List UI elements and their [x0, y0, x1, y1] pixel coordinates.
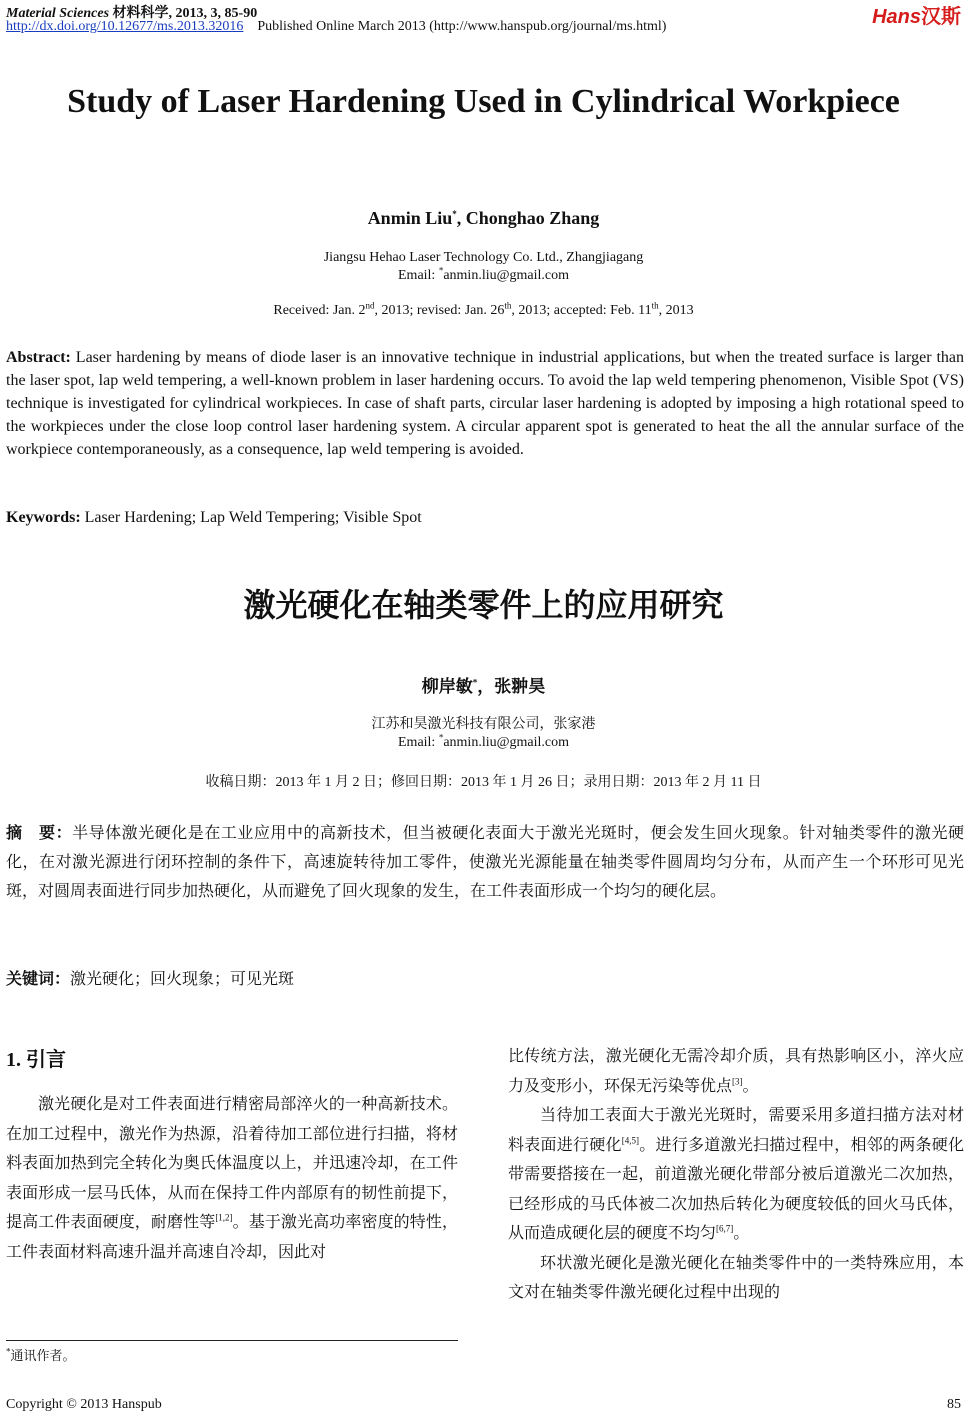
- author-separator: ,: [456, 208, 466, 228]
- keywords-label: Keywords:: [6, 509, 81, 526]
- intro-paragraph-1-cont: [508, 1042, 964, 1101]
- affiliation-email-line-cn: [0, 734, 967, 752]
- body-column-right: [508, 1042, 964, 1308]
- author-2-cn: 张翀昊: [494, 677, 546, 696]
- abstract: [6, 346, 964, 461]
- intro-p1-text-b: 。基于激光高功率密度的特性，工件表面材料高速升温并高速自冷却，因此对: [6, 1214, 458, 1261]
- copyright-notice: Copyright © 2013 Hanspub: [6, 1397, 162, 1412]
- abstract-text-cn: 半导体激光硬化是在工业应用中的高新技术，但当被硬化表面大于激光光斑时，便会发生回火现象。针对轴类零件的激光硬化，在对激光源进行闭环控制的条件下，高速旋转待加工零件，使激光光源能量在轴类零件圆周均匀分布，从而产生一个环形可见光斑，对圆周表面进行同步加热硬化，从而避免了回火现象的发生，在工件表面形成一个均匀的硬化层。: [6, 825, 964, 900]
- paper-title-cn: 激光硬化在轴类零件上的应用研究: [243, 586, 724, 624]
- received-text-4: , 2013: [658, 303, 694, 318]
- email-mark: *: [438, 265, 444, 276]
- published-info: Published Online March 2013 (http://www.hanspub.org/journal/ms.html): [257, 19, 667, 34]
- received-sup-3: th: [651, 300, 659, 311]
- received-text-2: , 2013; revised: Jan. 26: [374, 303, 505, 318]
- author-separator-cn: ，: [477, 677, 495, 696]
- abstract-cn: [6, 818, 964, 906]
- logo-text-cn: 汉斯: [921, 6, 961, 28]
- abstract-label-cn: 摘 要：: [6, 823, 73, 842]
- footnote: [6, 1345, 76, 1364]
- affiliation-org-cn: 江苏和昊激光科技有限公司，张家港: [371, 717, 596, 732]
- doi-link[interactable]: http://dx.doi.org/10.12677/ms.2013.32016: [6, 19, 244, 34]
- keywords-text: Laser Hardening; Lap Weld Tempering; Visible Spot: [80, 509, 422, 526]
- email-label: Email:: [398, 268, 439, 283]
- email-address[interactable]: anmin.liu@gmail.com: [443, 268, 569, 283]
- keywords-cn: [6, 966, 294, 989]
- email-address-cn[interactable]: anmin.liu@gmail.com: [443, 735, 569, 750]
- section-heading-introduction: 1. 引言: [6, 1049, 66, 1071]
- received-sup-2: th: [504, 300, 512, 311]
- corresponding-mark: *: [452, 209, 457, 219]
- author-line: [0, 208, 967, 229]
- citation-ref: [4,5]: [621, 1135, 639, 1146]
- author-line-cn: [0, 672, 967, 697]
- intro-p1-cont-text-a: 比传统方法，激光硬化无需冷却介质，具有热影响区小，淬火应力及变形小，环保无污染等优点: [508, 1048, 964, 1095]
- author-2: Chonghao Zhang: [465, 208, 600, 228]
- abstract-label: Abstract:: [6, 349, 71, 366]
- affiliation-block: [0, 249, 967, 285]
- footnote-text: 通讯作者。: [10, 1348, 76, 1363]
- keywords-label-cn: 关键词：: [6, 969, 71, 988]
- journal-name-cn: 材料科学: [112, 6, 169, 21]
- citation-ref: [3]: [732, 1076, 743, 1087]
- intro-p2-text-c: 。: [733, 1225, 750, 1242]
- corresponding-mark-cn: *: [472, 677, 478, 688]
- paper-title: Study of Laser Hardening Used in Cylindrical Workpiece: [67, 83, 900, 120]
- author-1-cn: 柳岸敏: [421, 677, 473, 696]
- hanspub-logo: [872, 0, 961, 29]
- affiliation-org: Jiangsu Hehao Laser Technology Co. Ltd., Zhangjiagang: [323, 250, 644, 265]
- email-mark-cn: *: [438, 732, 444, 743]
- intro-paragraph-3: 环状激光硬化是激光硬化在轴类零件中的一类特殊应用，本文对在轴类零件激光硬化过程中出现的: [508, 1254, 964, 1301]
- intro-p1-cont-text-b: 。: [742, 1077, 759, 1095]
- received-text-1: Received: Jan. 2: [273, 303, 366, 318]
- email-label-cn: Email:: [398, 735, 439, 750]
- intro-paragraph-1: [6, 1090, 458, 1267]
- page-number: 85: [947, 1397, 961, 1412]
- keywords: [6, 509, 422, 527]
- intro-p2-text-a: 当待加工表面大于激光光斑时，需要采用多道扫描方法对材料表面进行硬化: [508, 1107, 964, 1154]
- received-dates: [0, 300, 967, 319]
- abstract-text: Laser hardening by means of diode laser is an innovative technique in industrial applications, but when the treated surface is larger than the laser spot, lap weld tempering, a well-known problem in laser hardening occurs. To avoid the lap weld tempering phenomenon, Visible Spot (VS) technique is investigated for cylindrical workpieces. In case of shaft parts, circular laser hardening is adopted by imposing a high rotational speed to the workpieces under the close loop control laser hardening system. A circular apparent spot is generated to heat the all the annular surface of the workpiece contemporaneously, as a consequence, lap weld tempering is avoided.: [6, 349, 964, 458]
- citation-ref: [1,2]: [215, 1212, 233, 1223]
- intro-p1-text-a: 激光硬化是对工件表面进行精密局部淬火的一种高新技术。在加工过程中，激光作为热源，沿着待加工部位进行扫描，将材料表面加热到完全转化为奥氏体温度以上，并迅速冷却，在工件表面形成一层马氏体，从而在保持工件内部原有的韧性前提下，提高工件表面硬度，耐磨性等: [6, 1096, 458, 1231]
- footnote-rule: [6, 1340, 458, 1341]
- intro-paragraph-2: [508, 1101, 964, 1249]
- doi-line: [6, 19, 666, 35]
- body-column-left: [6, 1090, 458, 1267]
- journal-name: Material Sciences: [6, 6, 110, 21]
- affiliation-block-cn: [0, 716, 967, 752]
- intro-p2-text-b: 。进行多道激光扫描过程中，相邻的两条硬化带需要搭接在一起，前道激光硬化带部分被后道激光二次加热，已经形成的马氏体被二次加热后转化为硬度较低的回火马氏体，从而造成硬化层的硬度不均匀: [508, 1136, 964, 1242]
- keywords-text-cn: 激光硬化；回火现象；可见光斑: [70, 971, 295, 988]
- logo-text-en: Hans: [872, 6, 921, 28]
- received-text-3: , 2013; accepted: Feb. 11: [511, 303, 652, 318]
- citation-ref: [6,7]: [716, 1223, 734, 1234]
- received-sup-1: nd: [365, 300, 375, 311]
- volume-info: , 2013, 3, 85-90: [168, 6, 258, 21]
- footnote-mark: *: [6, 1346, 11, 1357]
- author-1: Anmin Liu: [367, 208, 453, 228]
- affiliation-email-line: [0, 267, 967, 285]
- received-dates-cn: 收稿日期：2013 年 1 月 2 日；修回日期：2013 年 1 月 26 日；录用日期：2013 年 2 月 11 日: [205, 775, 762, 790]
